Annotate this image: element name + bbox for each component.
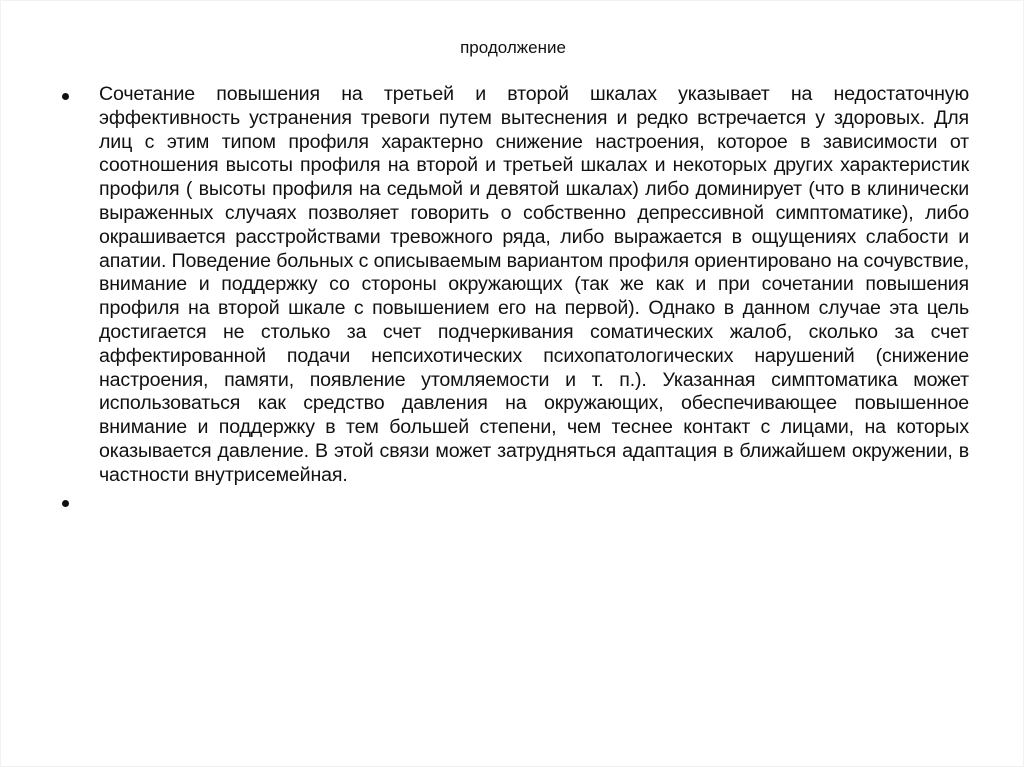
bullet-dot-icon (62, 500, 69, 507)
bullet-list (59, 83, 969, 514)
empty-bullet-item (59, 490, 969, 514)
bullet-item (59, 83, 969, 488)
bullet-dot-icon (62, 93, 69, 100)
bullet-text: Сочетание повышения на третьей и второй шкалах указывает на недостаточную эффективность устранения тревоги путем вытеснения и редко встречается у здоровых. Для лиц с этим типом профиля характерно снижение настроения, которое в зависимости от соотношения высоты профиля на второй и третьей шкалах и некоторых других характеристик профиля ( высоты профиля на седьмой и девятой шкалах) либо доминирует (что в клинически выраженных случаях позволяет говорить о собственно депрессивной симптоматике), либо окрашивается расстройствами тревожного ряда, либо выражается в ощущениях слабости и апатии. Поведение больных с описываемым вариантом профиля ориентировано на сочувствие, внимание и поддержку со стороны окружающих (так же как и при сочетании повышения профиля на второй шкале с повышением его на первой). Однако в данном случае эта цель достигается не столько за счет подчеркивания соматических жалоб, сколько за счет аффектированной подачи непсихотических психопатологических нарушений (снижение настроения, памяти, появление утомляемости и т. п.). Указанная симптоматика может использоваться как средство давления на окружающих, обеспечивающее повышенное внимание и поддержку в тем большей степени, чем теснее контакт с лицами, на которых оказывается давление. В этой связи может затрудняться адаптация в ближайшем окружении, в частности внутрисемейная. (99, 83, 969, 486)
slide-title: продолжение (460, 38, 566, 57)
